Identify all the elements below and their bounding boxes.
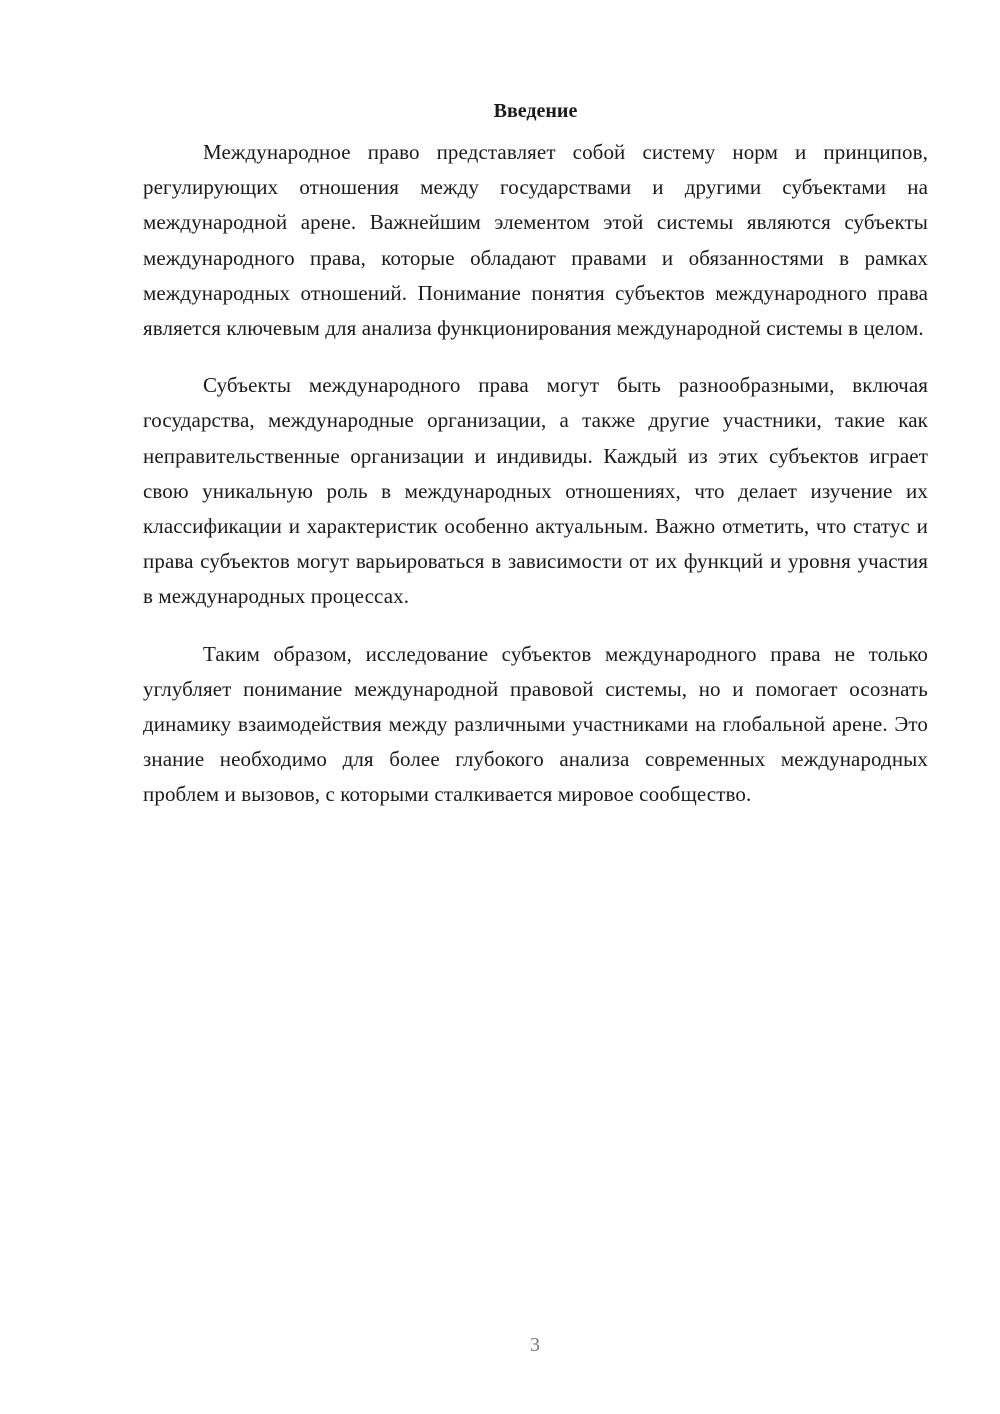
paragraph-2: Субъекты международного права могут быть разнообразными, включая государства, международные организации, а также другие участники, такие как неправительственные организации и индивиды. Каждый из этих субъектов играет свою уникальную роль в международных отношениях, что делает изучение их классификации и характеристик особенно актуальным. Важно отметить, что статус и права субъектов могут варьироваться в зависимости от их функций и уровня участия в международных процессах.	[143, 373, 928, 609]
section-title: Введение	[493, 100, 578, 122]
page-content	[143, 97, 928, 835]
page-number: 3	[530, 1334, 540, 1356]
paragraph-3: Таким образом, исследование субъектов международного права не только углубляет понимание международной правовой системы, но и помогает осознать динамику взаимодействия между различными участниками на глобальной арене. Это знание необходимо для более глубокого анализа современных международных проблем и вызовов, с которыми сталкивается мировое сообщество.	[143, 641, 928, 807]
paragraph-1: Международное право представляет собой систему норм и принципов, регулирующих отношения между государствами и другими субъектами на международной арене. Важнейшим элементом этой системы являются субъекты международного права, которые обладают правами и обязанностями в рамках международных отношений. Понимание понятия субъектов международного права является ключевым для анализа функционирования международной системы в целом.	[143, 140, 928, 341]
